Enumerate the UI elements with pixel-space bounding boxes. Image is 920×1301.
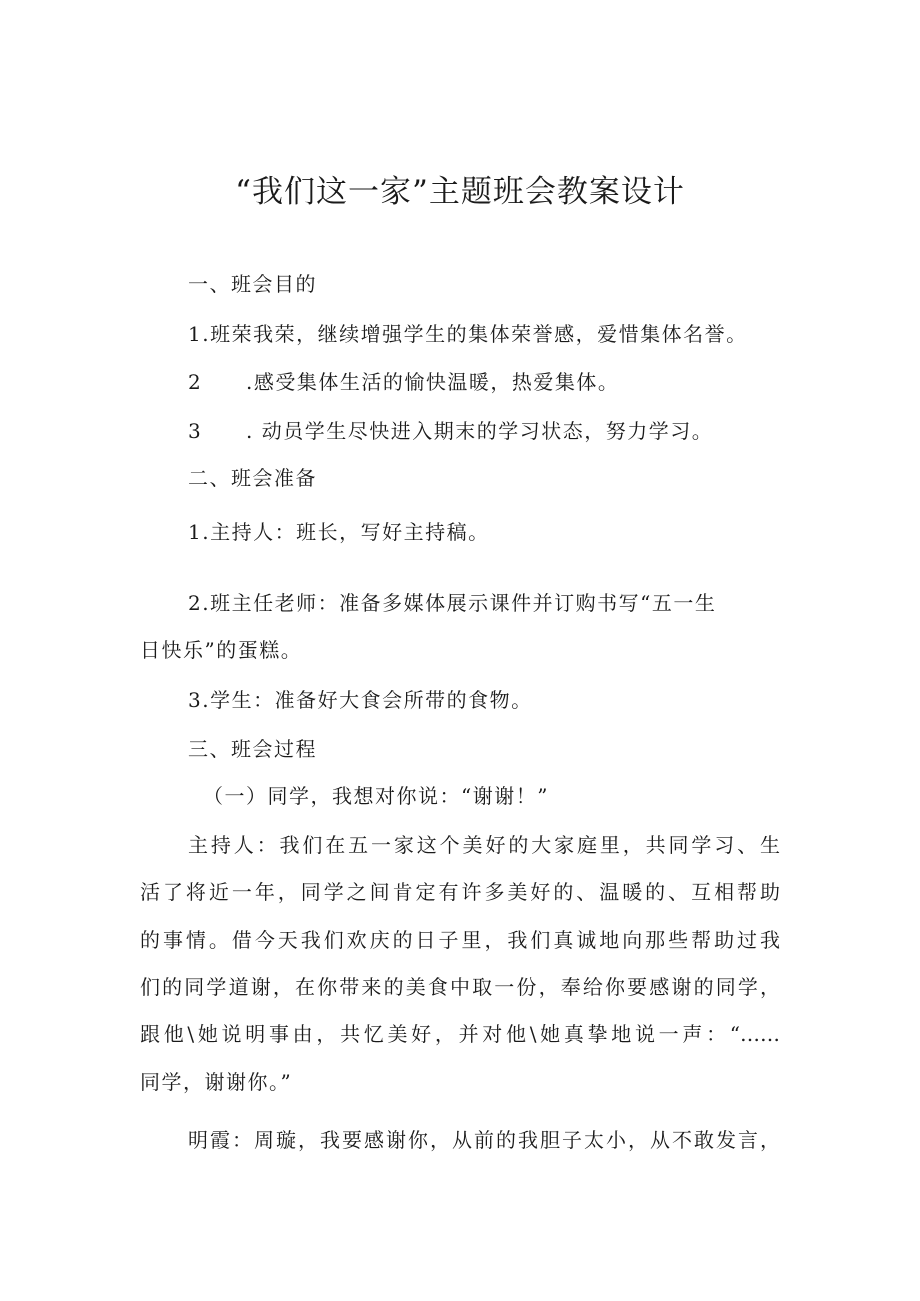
section-heading-preparation: 二、班会准备 <box>188 466 317 490</box>
preparation-item-2-cont: 日快乐”的蛋糕。 <box>140 638 303 662</box>
item-text: .班荣我荣，继续增强学生的集体荣誉感，爱惜集体名誉。 <box>202 322 748 346</box>
item-text: .学生：准备好大食会所带的食物。 <box>202 688 533 712</box>
process-subheading-1: （一）同学，我想对你说：“谢谢！” <box>203 784 549 808</box>
host-paragraph-line: 活了将近一年，同学之间肯定有许多美好的、温暖的、互相帮助 <box>140 880 780 904</box>
preparation-item-2 <box>188 587 716 616</box>
preparation-item-1 <box>188 516 490 545</box>
item-text: . 动员学生尽快进入期末的学习状态，努力学习。 <box>246 419 714 443</box>
item-number: 3 <box>188 688 203 712</box>
purpose-item-2 <box>188 366 619 395</box>
host-paragraph-line: 们的同学道谢，在你带来的美食中取一份，奉给你要感谢的同学， <box>140 975 780 999</box>
preparation-item-3 <box>188 684 533 713</box>
host-paragraph-line: 同学，谢谢你。” <box>140 1070 293 1094</box>
host-paragraph-line: 主持人：我们在五一家这个美好的大家庭里，共同学习、生 <box>188 833 780 857</box>
mingxia-paragraph-line: 明霞：周璇，我要感谢你，从前的我胆子太小，从不敢发言， <box>188 1128 780 1152</box>
item-text: .班主任老师：准备多媒体展示课件并订购书写“五一生 <box>202 591 717 615</box>
host-paragraph-line: 的事情。借今天我们欢庆的日子里，我们真诚地向那些帮助过我 <box>140 928 780 952</box>
item-number: 2 <box>188 370 203 394</box>
item-text: .主持人：班长，写好主持稿。 <box>202 520 490 544</box>
section-heading-process: 三、班会过程 <box>188 737 317 761</box>
section-heading-purpose: 一、班会目的 <box>188 272 317 296</box>
item-number: 2 <box>188 591 203 615</box>
item-number: 3 <box>188 419 203 443</box>
purpose-item-3 <box>188 415 713 444</box>
item-text: .感受集体生活的愉快温暖，热爱集体。 <box>246 370 620 394</box>
item-number: 1 <box>188 322 203 346</box>
item-number: 1 <box>188 520 203 544</box>
host-paragraph-line: 跟他\她说明事由，共忆美好，并对他\她真挚地说一声：“…… <box>140 1022 780 1046</box>
purpose-item-1 <box>188 318 748 347</box>
page-title: “我们这一家”主题班会教案设计 <box>235 174 685 210</box>
